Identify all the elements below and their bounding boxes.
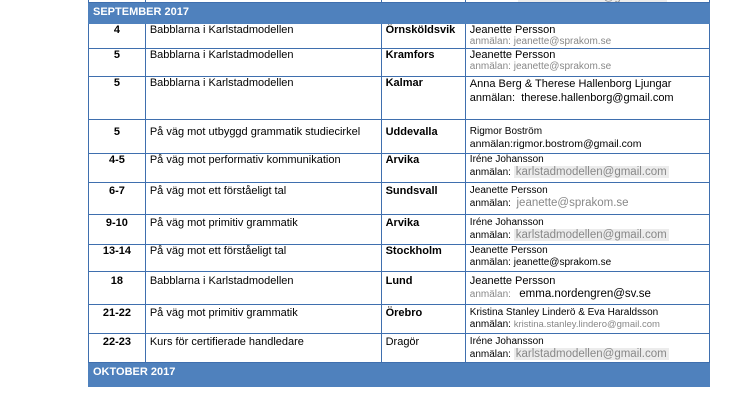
contact-cell: [465, 272, 709, 305]
signup-label: anmälan:: [469, 230, 511, 241]
course-cell: På väg mot primitiv grammatik: [145, 215, 381, 245]
signup-email: jeanette@sprakom.se: [516, 197, 629, 209]
course-cell: På väg mot ett förståeligt tal: [145, 183, 381, 215]
contact-cell: [465, 183, 709, 215]
city-cell: Uddevalla: [381, 120, 465, 154]
table-row: [89, 272, 710, 305]
course-cell: Kurs för certifierade handledare: [145, 334, 381, 363]
signup-label: anmälan:: [469, 92, 516, 104]
contact-name: Jeanette Persson: [469, 245, 548, 256]
contact-name: Jeanette Persson: [469, 275, 556, 287]
signup-email: karlstadmodellen@gmail.com: [515, 166, 667, 178]
month-header-september: [89, 3, 710, 24]
signup-email: jeanette@sprakom.se: [513, 61, 612, 72]
signup-email: rigmor.bostrom@gmail.com: [513, 138, 642, 150]
contact-name: Jeanette Persson: [469, 24, 556, 36]
date-cell: 18: [89, 272, 146, 305]
contact-name: Anna Berg & Therese Hallenborg Ljungar: [469, 78, 672, 90]
city-cell: Örnsköldsvik: [381, 24, 465, 49]
signup-email: emma.nordengren@sv.se: [519, 288, 651, 300]
signup-label: anmälan:: [469, 36, 511, 47]
signup-email: therese.hallenborg@gmail.com: [521, 92, 674, 104]
course-cell: Babblarna i Karlstadmodellen: [145, 24, 381, 49]
contact-cell: [465, 24, 709, 49]
contact-cell: [465, 215, 709, 245]
city-cell: Kramfors: [381, 49, 465, 77]
date-cell: 6-7: [89, 183, 146, 215]
contact-name: Jeanette Persson: [469, 185, 548, 196]
city-cell: Dragör: [381, 334, 465, 363]
contact-cell: [465, 305, 709, 334]
date-cell: 5: [89, 77, 146, 120]
course-cell: På väg mot ett förståeligt tal: [145, 245, 381, 272]
month-title: SEPTEMBER 2017: [89, 3, 466, 24]
course-cell: Babblarna i Karlstadmodellen: [145, 272, 381, 305]
signup-label: anmälan:: [469, 198, 511, 209]
city-cell: Sundsvall: [381, 183, 465, 215]
course-cell: På väg mot utbyggd grammatik studiecirkel: [145, 120, 381, 154]
date-cell: 5: [89, 49, 146, 77]
date-cell: 22-23: [89, 334, 146, 363]
date-cell: 5: [89, 120, 146, 154]
city-cell: Örebro: [381, 305, 465, 334]
date-cell: 4: [89, 24, 146, 49]
contact-name: Jeanette Persson: [469, 49, 556, 61]
table-row: [89, 154, 710, 183]
signup-label: anmälan:: [469, 61, 511, 72]
signup-email: jeanette@sprakom.se: [513, 36, 612, 47]
signup-email: jeanette@sprakom.se: [513, 257, 612, 268]
signup-label: anmälan:: [469, 349, 511, 360]
signup-email: karlstadmodellen@gmail.com: [515, 229, 667, 241]
course-schedule-table: [88, 0, 710, 387]
course-cell: På väg mot performativ kommunikation: [145, 154, 381, 183]
table-row: [89, 215, 710, 245]
contact-name: Iréne Johansson: [469, 336, 544, 347]
month-title: OKTOBER 2017: [89, 363, 466, 387]
table-row: [89, 77, 710, 120]
table-row: [89, 305, 710, 334]
month-header-blank: [465, 363, 709, 387]
city-cell: Stockholm: [381, 245, 465, 272]
signup-label: anmälan:: [469, 319, 511, 330]
month-header-blank: [465, 3, 709, 24]
contact-cell: [465, 49, 709, 77]
signup-email: karlstadmodellen@gmail.com: [515, 348, 667, 360]
month-header-oktober: [89, 363, 710, 387]
contact-name: Rigmor Boström: [469, 126, 543, 137]
contact-name: Iréne Johansson: [469, 217, 544, 228]
signup-label: anmälan:: [469, 257, 511, 268]
city-cell: Kalmar: [381, 77, 465, 120]
table-row: [89, 183, 710, 215]
city-cell: Arvika: [381, 154, 465, 183]
course-cell: Babblarna i Karlstadmodellen: [145, 77, 381, 120]
signup-label: anmälan:: [469, 138, 513, 150]
date-cell: 13-14: [89, 245, 146, 272]
contact-cell: [465, 120, 709, 154]
date-cell: 21-22: [89, 305, 146, 334]
contact-name: Iréne Johansson: [469, 154, 544, 165]
signup-label: anmälan:: [469, 167, 511, 178]
contact-cell: [465, 77, 709, 120]
table-row: [89, 24, 710, 49]
contact-name: Kristina Stanley Linderö & Eva Haraldsson: [469, 307, 659, 318]
contact-cell: [465, 334, 709, 363]
signup-email: kristina.stanley.lindero@gmail.com: [513, 319, 660, 330]
signup-label: anmälan:: [469, 289, 511, 300]
table-row: [89, 120, 710, 154]
table-row: [89, 334, 710, 363]
city-cell: Arvika: [381, 215, 465, 245]
date-cell: 9-10: [89, 215, 146, 245]
city-cell: Lund: [381, 272, 465, 305]
date-cell: 4-5: [89, 154, 146, 183]
contact-cell: [465, 245, 709, 272]
course-cell: På väg mot primitiv grammatik: [145, 305, 381, 334]
course-cell: Babblarna i Karlstadmodellen: [145, 49, 381, 77]
table-row: [89, 245, 710, 272]
table-row: [89, 49, 710, 77]
contact-cell: [465, 154, 709, 183]
